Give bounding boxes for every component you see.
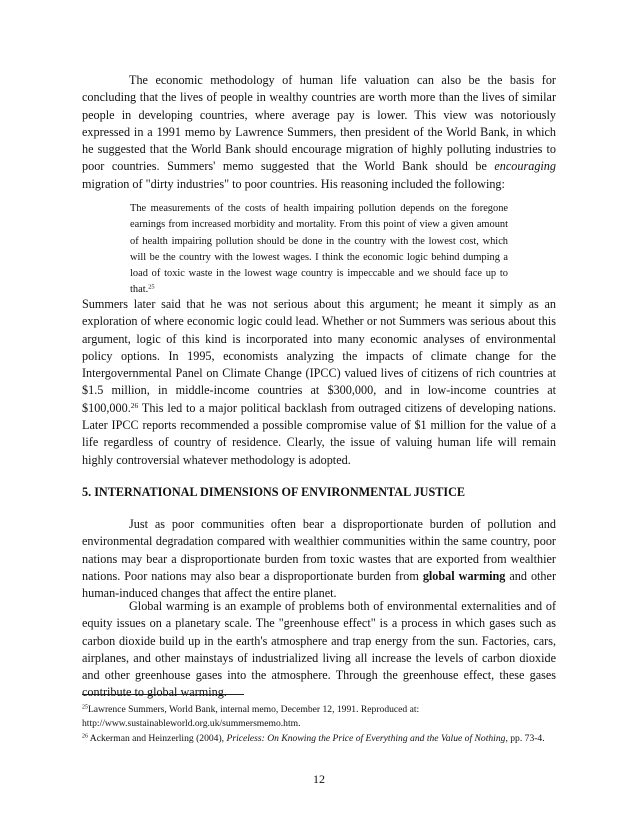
footnote-book-title: Priceless: On Knowing the Price of Everything and the Value of Nothing xyxy=(226,733,506,744)
paragraph-text: Just as poor communities often bear a disproportionate burden of pollution and environmental degradation compared with wealthier communities within the same country, poor nations may bear a disproportionate burden from toxic wastes that are exported from wealthier nations. Poor nations may also bear a disproportionate burden from xyxy=(82,517,556,583)
footnote-text: Lawrence Summers, World Bank, internal memo, December 12, 1991. Reproduced at: http://www.sustainableworld.org.uk/summersmemo.htm. xyxy=(82,704,420,730)
footnote-ref-26: 26 xyxy=(130,400,139,410)
paragraph-life-valuation xyxy=(82,72,556,193)
footnote-ref-25: 25 xyxy=(148,283,155,291)
quote-text: The measurements of the costs of health impairing pollution depends on the foregone earnings from increased morbidity and mortality. From this point of view a given amount of health impairing pollution should be done in the country with the lowest cost, which will be the country with the lowest wages. I think the economic logic behind dumping a load of toxic waste in the lowest wage country is impeccable and we should face up to that. xyxy=(130,203,508,296)
emphasis-text: encouraging xyxy=(494,159,556,174)
section-heading: 5. INTERNATIONAL DIMENSIONS OF ENVIRONMENTAL JUSTICE xyxy=(82,485,466,499)
footnote-26 xyxy=(82,732,556,746)
paragraph-text: and other human-induced changes that affect the entire planet. xyxy=(82,568,556,601)
paragraph-summers-later xyxy=(82,296,556,469)
paragraph-text: This led to a major political backlash from outraged citizens of developing nations. Later IPCC reports recommended a possible compromise value of $1 million for the value of a life regardless of country of residence. Clearly, the issue of valuing human life will remain highly controversial whatever methodology is adopted. xyxy=(82,400,556,467)
paragraph-text: migration of "dirty industries" to poor countries. His reasoning included the following: xyxy=(82,176,505,191)
page-number: 12 xyxy=(313,772,325,786)
paragraph-global-warming: Global warming is an example of problems both of environmental externalities and of equity issues on a planetary scale. The "greenhouse effect" is a process in which gases such as carbon dioxide build up in the earth's atmosphere and trap energy from the sun. Factories, cars, airplanes, and other mainstays of industrialized living all increase the levels of carbon dioxide and other greenhouse gases into the atmosphere. Through the greenhouse effect, these gases contribute to global warming. xyxy=(82,599,556,700)
footnote-number: 25 xyxy=(82,704,88,711)
paragraph-text: Summers later said that he was not serious about this argument; he meant it simply as an exploration of where economic logic could lead. Whether or not Summers was serious about this argument, logic of this kind is incorporated into many economic analyses of environmental policy options. In 1995, economists analyzing the impacts of climate change for the Intergovernmental Panel on Climate Change (IPCC) valued lives of citizens of rich countries at $1.5 million, in middle-income countries at $300,000, and in low-income countries at $100,000. xyxy=(82,297,556,415)
footnote-divider xyxy=(82,694,244,695)
footnote-text: Ackerman and Heinzerling (2004), xyxy=(87,733,227,744)
footnote-25 xyxy=(82,703,556,731)
bold-term-global-warming: global warming xyxy=(422,568,506,583)
footnote-text: , pp. 73-4. xyxy=(505,733,545,744)
block-quote-summers-memo xyxy=(130,201,508,299)
paragraph-international-burden xyxy=(82,516,556,602)
paragraph-text: The economic methodology of human life valuation can also be the basis for concluding that the lives of people in wealthy countries are worth more than the lives of similar people in developing countries, where average pay is lower. This view was notoriously expressed in a 1991 memo by Lawrence Summers, then president of the World Bank, in which he suggested that the World Bank should encourage migration of highly polluting industries to poor countries. Summers' memo suggested that the World Bank should be xyxy=(82,73,556,174)
footnote-number: 26 xyxy=(82,733,88,740)
